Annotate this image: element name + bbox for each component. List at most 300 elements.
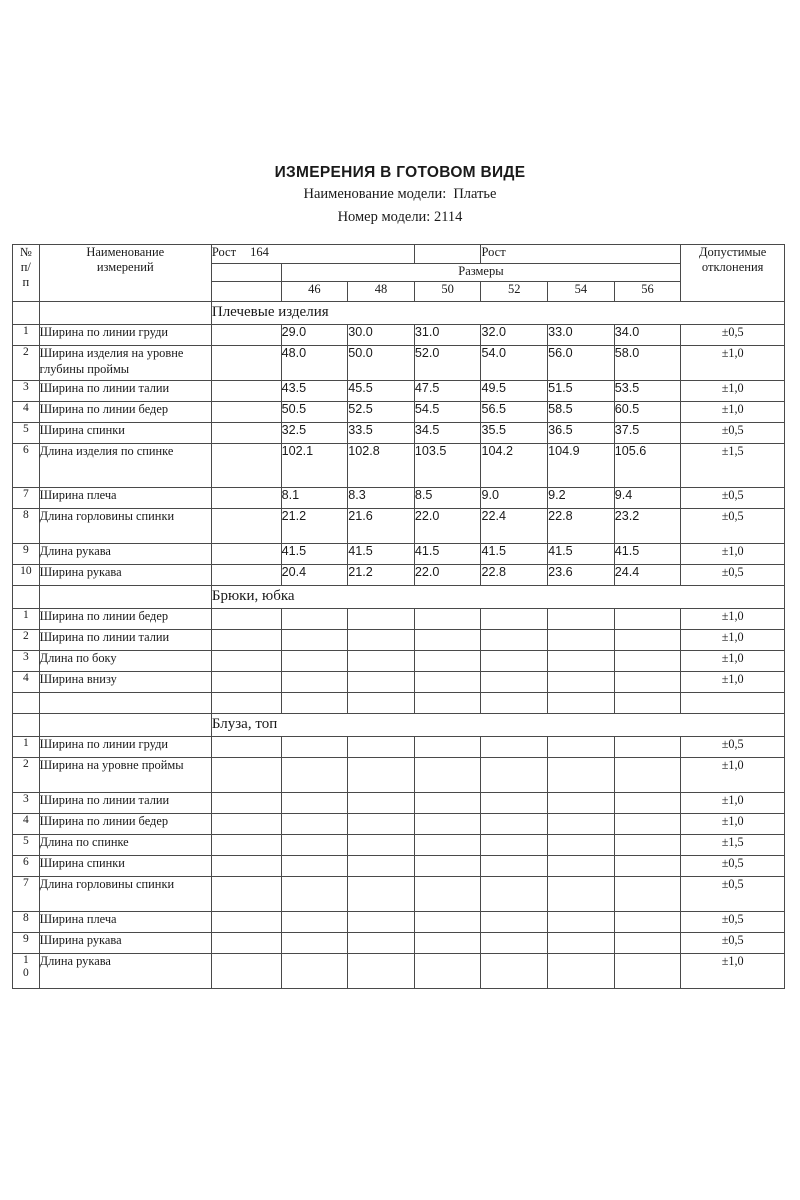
row-number: 2: [13, 630, 40, 651]
section-header-row: [13, 302, 785, 325]
row-number: 2: [13, 346, 40, 381]
row-value-size-56: [614, 651, 681, 672]
row-number: 1 0: [13, 954, 40, 989]
header-spacer-cell: [211, 264, 281, 282]
header-size-56: 56: [614, 282, 681, 302]
row-value-size-46: [281, 856, 348, 877]
row-value-size-54: [548, 912, 615, 933]
row-value-size-56: [614, 856, 681, 877]
row-measurement-name: Ширина изделия на уровне глубины проймы: [39, 346, 211, 381]
model-number-line: [0, 206, 800, 229]
row-value-size-46: [281, 814, 348, 835]
row-tolerance: ±1,0: [681, 402, 785, 423]
row-value-size-50: 103.5: [414, 444, 481, 488]
row-value-size-56: [614, 793, 681, 814]
row-value-size-48: [348, 856, 415, 877]
row-measurement-name: Длина изделия по спинке: [39, 444, 211, 488]
row-value-size-52: [481, 737, 548, 758]
row-value-size-50: 8.5: [414, 488, 481, 509]
header-size-46: 46: [281, 282, 348, 302]
row-value-size-48: 8.3: [348, 488, 415, 509]
row-value-size-56: [614, 630, 681, 651]
row-value-size-54: 22.8: [548, 509, 615, 544]
row-value-size-54: [548, 856, 615, 877]
row-value-size-46: 43.5: [281, 381, 348, 402]
row-value-size-54: [548, 758, 615, 793]
row-value-size-56: [614, 954, 681, 989]
row-height-blank-cell: [211, 912, 281, 933]
row-value-size-48: [348, 737, 415, 758]
row-value-size-52: [481, 651, 548, 672]
row-value-size-50: [414, 758, 481, 793]
row-measurement-name: Ширина по линии бедер: [39, 402, 211, 423]
row-height-blank-cell: [211, 402, 281, 423]
section-header-row: [13, 714, 785, 737]
section-row-blank-cell: [39, 586, 211, 609]
row-height-blank-cell: [211, 488, 281, 509]
row-height-blank-cell: [211, 423, 281, 444]
row-tolerance: ±1,0: [681, 793, 785, 814]
row-value-size-56: [614, 758, 681, 793]
row-value-size-46: [281, 912, 348, 933]
row-value-size-48: [348, 672, 415, 693]
row-value-size-54: [548, 609, 615, 630]
row-value-size-52: [481, 877, 548, 912]
section-header-row: [13, 586, 785, 609]
row-tolerance: ±0,5: [681, 325, 785, 346]
table-row: [13, 672, 785, 693]
row-measurement-name: Ширина по линии груди: [39, 737, 211, 758]
row-value-size-56: 53.5: [614, 381, 681, 402]
row-value-size-48: [348, 630, 415, 651]
header-size-54: 54: [548, 282, 615, 302]
header-sizes-label: Размеры: [281, 264, 681, 282]
row-number: 1: [13, 609, 40, 630]
row-tolerance: ±0,5: [681, 423, 785, 444]
table-spacer-row: [13, 693, 785, 714]
row-value-size-48: 21.6: [348, 509, 415, 544]
row-height-blank-cell: [211, 933, 281, 954]
row-number: 7: [13, 877, 40, 912]
row-value-size-46: 50.5: [281, 402, 348, 423]
spacer-cell: [348, 693, 415, 714]
row-value-size-46: 20.4: [281, 565, 348, 586]
row-number: 1: [13, 325, 40, 346]
row-height-blank-cell: [211, 565, 281, 586]
table-row: [13, 346, 785, 381]
row-number: 5: [13, 835, 40, 856]
row-height-blank-cell: [211, 609, 281, 630]
row-value-size-54: [548, 835, 615, 856]
row-value-size-48: [348, 758, 415, 793]
table-row: [13, 933, 785, 954]
row-value-size-50: 54.5: [414, 402, 481, 423]
spacer-cell: [414, 693, 481, 714]
row-value-size-46: 8.1: [281, 488, 348, 509]
spacer-cell: [39, 693, 211, 714]
row-tolerance: ±1,5: [681, 444, 785, 488]
row-measurement-name: Ширина рукава: [39, 933, 211, 954]
row-value-size-52: 104.2: [481, 444, 548, 488]
row-value-size-46: [281, 954, 348, 989]
row-value-size-52: 22.8: [481, 565, 548, 586]
row-measurement-name: Ширина по линии бедер: [39, 609, 211, 630]
row-number: 4: [13, 402, 40, 423]
row-height-blank-cell: [211, 325, 281, 346]
row-value-size-54: [548, 651, 615, 672]
table-row: [13, 402, 785, 423]
row-tolerance: ±1,5: [681, 835, 785, 856]
row-number: 6: [13, 856, 40, 877]
row-height-blank-cell: [211, 814, 281, 835]
row-measurement-name: Длина рукава: [39, 544, 211, 565]
section-row-blank-cell: [39, 302, 211, 325]
row-value-size-48: [348, 933, 415, 954]
row-value-size-56: 37.5: [614, 423, 681, 444]
header-size-50: 50: [414, 282, 481, 302]
row-height-blank-cell: [211, 737, 281, 758]
row-number: 1: [13, 737, 40, 758]
row-value-size-50: [414, 672, 481, 693]
row-value-size-50: 47.5: [414, 381, 481, 402]
row-value-size-54: 41.5: [548, 544, 615, 565]
row-value-size-48: 102.8: [348, 444, 415, 488]
row-value-size-54: 58.5: [548, 402, 615, 423]
row-tolerance: ±0,5: [681, 509, 785, 544]
row-measurement-name: Ширина по линии бедер: [39, 814, 211, 835]
row-value-size-46: [281, 877, 348, 912]
measurements-table: [12, 244, 785, 989]
row-value-size-50: [414, 814, 481, 835]
model-name-line: [0, 183, 800, 206]
table-row: [13, 509, 785, 544]
row-height-blank-cell: [211, 856, 281, 877]
table-row: [13, 737, 785, 758]
row-number: 8: [13, 509, 40, 544]
row-value-size-50: [414, 630, 481, 651]
row-measurement-name: Ширина рукава: [39, 565, 211, 586]
row-value-size-56: 34.0: [614, 325, 681, 346]
table-row: [13, 814, 785, 835]
document-header: [0, 163, 800, 229]
row-tolerance: ±1,0: [681, 814, 785, 835]
row-value-size-46: [281, 793, 348, 814]
row-height-blank-cell: [211, 793, 281, 814]
measurements-table-wrapper: [12, 244, 785, 989]
row-value-size-50: [414, 609, 481, 630]
row-number: 3: [13, 381, 40, 402]
row-number: 9: [13, 544, 40, 565]
table-row: [13, 954, 785, 989]
model-name-value: Платье: [453, 186, 497, 202]
model-name-label: Наименование модели:: [303, 186, 447, 202]
row-height-blank-cell: [211, 758, 281, 793]
row-value-size-48: 45.5: [348, 381, 415, 402]
row-height-blank-cell: [211, 381, 281, 402]
row-height-blank-cell: [211, 672, 281, 693]
row-value-size-50: [414, 954, 481, 989]
row-tolerance: ±1,0: [681, 630, 785, 651]
row-value-size-52: 22.4: [481, 509, 548, 544]
row-value-size-48: 52.5: [348, 402, 415, 423]
row-number: 3: [13, 793, 40, 814]
row-value-size-48: 50.0: [348, 346, 415, 381]
row-value-size-54: 33.0: [548, 325, 615, 346]
row-value-size-50: [414, 933, 481, 954]
row-tolerance: ±0,5: [681, 912, 785, 933]
row-value-size-52: 32.0: [481, 325, 548, 346]
row-value-size-56: 105.6: [614, 444, 681, 488]
section-title: Плечевые изделия: [211, 302, 784, 325]
row-value-size-54: [548, 793, 615, 814]
row-value-size-52: [481, 672, 548, 693]
row-number: 2: [13, 758, 40, 793]
row-measurement-name: Длина по боку: [39, 651, 211, 672]
row-value-size-48: 33.5: [348, 423, 415, 444]
row-measurement-name: Ширина спинки: [39, 856, 211, 877]
row-tolerance: ±1,0: [681, 381, 785, 402]
row-value-size-56: [614, 672, 681, 693]
row-height-blank-cell: [211, 544, 281, 565]
row-tolerance: ±1,0: [681, 758, 785, 793]
table-row: [13, 544, 785, 565]
row-value-size-52: 41.5: [481, 544, 548, 565]
row-value-size-50: [414, 856, 481, 877]
row-tolerance: ±1,0: [681, 954, 785, 989]
row-value-size-46: [281, 672, 348, 693]
row-value-size-50: [414, 912, 481, 933]
table-row: [13, 325, 785, 346]
table-row: [13, 381, 785, 402]
row-height-blank-cell: [211, 346, 281, 381]
row-value-size-50: 22.0: [414, 509, 481, 544]
row-value-size-56: [614, 933, 681, 954]
spacer-cell: [681, 693, 785, 714]
spacer-cell: [548, 693, 615, 714]
page-title: ИЗМЕРЕНИЯ В ГОТОВОМ ВИДЕ: [274, 164, 526, 181]
row-value-size-52: [481, 814, 548, 835]
row-value-size-52: [481, 954, 548, 989]
row-measurement-name: Длина по спинке: [39, 835, 211, 856]
row-tolerance: ±1,0: [681, 544, 785, 565]
row-value-size-46: 21.2: [281, 509, 348, 544]
row-height-blank-cell: [211, 509, 281, 544]
row-number: 4: [13, 814, 40, 835]
row-value-size-54: 104.9: [548, 444, 615, 488]
table-row: [13, 793, 785, 814]
row-tolerance: ±0,5: [681, 877, 785, 912]
row-measurement-name: Ширина по линии талии: [39, 381, 211, 402]
row-value-size-46: [281, 835, 348, 856]
row-value-size-52: [481, 856, 548, 877]
header-height-blank: [414, 245, 481, 264]
model-number-value: 2114: [433, 209, 463, 225]
row-value-size-54: 9.2: [548, 488, 615, 509]
row-value-size-48: [348, 651, 415, 672]
header-height-2: Рост: [481, 245, 681, 264]
row-value-size-48: [348, 814, 415, 835]
row-value-size-48: [348, 912, 415, 933]
row-measurement-name: Ширина по линии талии: [39, 630, 211, 651]
row-height-blank-cell: [211, 877, 281, 912]
row-value-size-52: [481, 912, 548, 933]
section-title: Блуза, топ: [211, 714, 784, 737]
table-row: [13, 651, 785, 672]
table-row: [13, 444, 785, 488]
row-value-size-52: [481, 793, 548, 814]
row-number: 9: [13, 933, 40, 954]
row-value-size-48: 21.2: [348, 565, 415, 586]
row-value-size-52: [481, 609, 548, 630]
row-height-blank-cell: [211, 444, 281, 488]
row-value-size-50: [414, 835, 481, 856]
row-value-size-46: [281, 630, 348, 651]
row-height-blank-cell: [211, 835, 281, 856]
row-value-size-46: 102.1: [281, 444, 348, 488]
section-row-number-cell: [13, 714, 40, 737]
row-value-size-54: [548, 954, 615, 989]
section-row-number-cell: [13, 302, 40, 325]
row-value-size-54: [548, 814, 615, 835]
row-value-size-46: 32.5: [281, 423, 348, 444]
row-measurement-name: Ширина по линии груди: [39, 325, 211, 346]
row-value-size-48: 30.0: [348, 325, 415, 346]
row-tolerance: ±1,0: [681, 651, 785, 672]
row-value-size-56: 41.5: [614, 544, 681, 565]
table-row: [13, 488, 785, 509]
section-title: Брюки, юбка: [211, 586, 784, 609]
row-tolerance: ±0,5: [681, 565, 785, 586]
row-measurement-name: Ширина по линии талии: [39, 793, 211, 814]
row-measurement-name: Длина горловины спинки: [39, 877, 211, 912]
row-value-size-56: 24.4: [614, 565, 681, 586]
row-value-size-54: [548, 737, 615, 758]
row-measurement-name: Ширина спинки: [39, 423, 211, 444]
header-height-164: Рост 164: [211, 245, 414, 264]
row-value-size-56: [614, 877, 681, 912]
header-spacer-cell-2: [211, 282, 281, 302]
row-tolerance: ±0,5: [681, 488, 785, 509]
spacer-cell: [211, 693, 281, 714]
row-number: 8: [13, 912, 40, 933]
row-value-size-48: 41.5: [348, 544, 415, 565]
table-row: [13, 609, 785, 630]
row-height-blank-cell: [211, 651, 281, 672]
row-number: 10: [13, 565, 40, 586]
row-value-size-48: [348, 877, 415, 912]
row-value-size-46: 29.0: [281, 325, 348, 346]
row-value-size-46: 41.5: [281, 544, 348, 565]
row-tolerance: ±1,0: [681, 346, 785, 381]
table-row: [13, 835, 785, 856]
row-value-size-54: [548, 933, 615, 954]
row-value-size-50: 31.0: [414, 325, 481, 346]
header-tolerance-col: Допустимые отклонения: [681, 245, 785, 302]
header-size-52: 52: [481, 282, 548, 302]
table-header-row-1: [13, 245, 785, 264]
spacer-cell: [281, 693, 348, 714]
row-number: 3: [13, 651, 40, 672]
table-row: [13, 758, 785, 793]
header-name-col: Наименование измерений: [39, 245, 211, 302]
row-value-size-54: 23.6: [548, 565, 615, 586]
row-tolerance: ±0,5: [681, 933, 785, 954]
row-measurement-name: Длина рукава: [39, 954, 211, 989]
row-value-size-50: [414, 793, 481, 814]
row-value-size-48: [348, 793, 415, 814]
row-value-size-56: 58.0: [614, 346, 681, 381]
table-row: [13, 856, 785, 877]
row-number: 5: [13, 423, 40, 444]
row-value-size-46: [281, 933, 348, 954]
table-row: [13, 877, 785, 912]
row-value-size-52: 54.0: [481, 346, 548, 381]
row-number: 4: [13, 672, 40, 693]
row-value-size-52: [481, 835, 548, 856]
row-measurement-name: Длина горловины спинки: [39, 509, 211, 544]
row-value-size-52: 35.5: [481, 423, 548, 444]
row-value-size-46: [281, 737, 348, 758]
spacer-cell: [481, 693, 548, 714]
row-value-size-54: [548, 630, 615, 651]
row-value-size-48: [348, 954, 415, 989]
row-number: 7: [13, 488, 40, 509]
row-value-size-50: 41.5: [414, 544, 481, 565]
row-height-blank-cell: [211, 630, 281, 651]
row-value-size-56: [614, 609, 681, 630]
row-value-size-50: [414, 877, 481, 912]
table-row: [13, 912, 785, 933]
row-value-size-46: [281, 609, 348, 630]
header-size-48: 48: [348, 282, 415, 302]
row-tolerance: ±0,5: [681, 737, 785, 758]
table-row: [13, 423, 785, 444]
row-value-size-50: [414, 737, 481, 758]
row-value-size-48: [348, 835, 415, 856]
row-value-size-52: [481, 630, 548, 651]
section-row-number-cell: [13, 586, 40, 609]
row-value-size-56: 23.2: [614, 509, 681, 544]
row-value-size-56: [614, 737, 681, 758]
row-value-size-46: 48.0: [281, 346, 348, 381]
row-value-size-50: [414, 651, 481, 672]
row-value-size-54: 36.5: [548, 423, 615, 444]
row-tolerance: ±0,5: [681, 856, 785, 877]
row-measurement-name: Ширина плеча: [39, 488, 211, 509]
header-number-col: № п/ п: [13, 245, 40, 302]
row-value-size-52: [481, 758, 548, 793]
row-value-size-56: [614, 912, 681, 933]
row-number: 6: [13, 444, 40, 488]
table-row: [13, 630, 785, 651]
row-measurement-name: Ширина плеча: [39, 912, 211, 933]
row-value-size-46: [281, 758, 348, 793]
row-value-size-50: 52.0: [414, 346, 481, 381]
section-row-blank-cell: [39, 714, 211, 737]
row-value-size-56: 60.5: [614, 402, 681, 423]
row-value-size-54: 51.5: [548, 381, 615, 402]
row-value-size-54: [548, 877, 615, 912]
row-tolerance: ±1,0: [681, 609, 785, 630]
row-value-size-52: [481, 933, 548, 954]
row-tolerance: ±1,0: [681, 672, 785, 693]
row-height-blank-cell: [211, 954, 281, 989]
row-value-size-46: [281, 651, 348, 672]
row-value-size-50: 22.0: [414, 565, 481, 586]
row-value-size-50: 34.5: [414, 423, 481, 444]
spacer-cell: [614, 693, 681, 714]
row-value-size-48: [348, 609, 415, 630]
